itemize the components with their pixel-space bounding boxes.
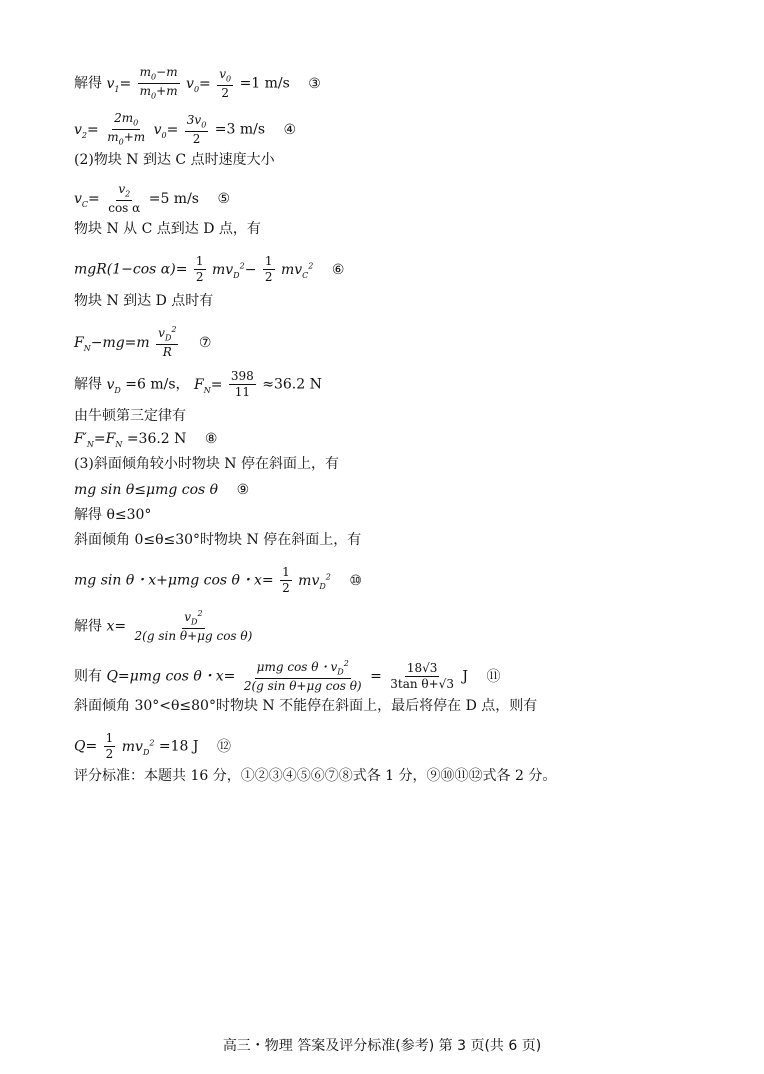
text-line: (3)斜面倾角较小时物块 N 停在斜面上，有 <box>74 456 339 472</box>
fraction: $\frac{v_0}{2}$ <box>219 66 232 100</box>
equation-fn-prime <box>74 432 217 449</box>
fraction: $\frac{v_2}{\text{cos α}}$ <box>108 182 141 216</box>
fraction: $\frac{398}{11}$ <box>230 369 254 400</box>
equation-mark: ⑨ <box>236 482 250 498</box>
formula-text: $v_0=$ <box>153 121 179 140</box>
formula-text: mg sin θ≤μmg cos θ <box>74 482 219 498</box>
value: =3 m/s <box>214 121 266 138</box>
text-line: (2)物块 N 到达 C 点时速度大小 <box>74 152 275 168</box>
equation-friction <box>74 483 249 497</box>
value: =1 m/s <box>239 75 290 92</box>
equation-energy <box>74 255 344 284</box>
formula-text: Q=μmg cos θ・x= <box>106 668 236 685</box>
equation-mark: ⑧ <box>204 431 218 447</box>
equation-v2 <box>74 112 296 147</box>
fraction: $\frac{1}{2}$ <box>264 254 273 285</box>
equation-v1 <box>74 66 321 101</box>
prefix: 解得 <box>74 376 102 393</box>
text-line: 由牛顿第三定律有 <box>74 408 186 424</box>
equation-mark: ⑪ <box>486 668 501 685</box>
grading-standard: 评分标准：本题共 16 分，①②③④⑤⑥⑦⑧式各 1 分，⑨⑩⑪⑫式各 2 分。 <box>74 768 557 784</box>
text-line: 解得 θ≤30° <box>74 507 152 523</box>
prefix: 解得 <box>74 75 102 92</box>
prefix: 则有 <box>74 668 102 685</box>
equation-heat <box>74 660 501 693</box>
fraction: $\frac{v_D^2}{R}$ <box>158 325 177 360</box>
formula-text: Q= <box>74 738 98 755</box>
formula-text: $v_D$ <box>106 376 121 395</box>
fraction: $\frac{1}{2}$ <box>105 731 114 762</box>
text-line: 物块 N 到达 D 点时有 <box>74 293 214 309</box>
equation-vc <box>74 183 230 215</box>
text-line: 斜面倾角 0≤θ≤30°时物块 N 停在斜面上，有 <box>74 532 362 548</box>
equation-mark: ⑩ <box>349 572 362 589</box>
equation-work <box>74 566 362 595</box>
formula-text: $mv_C^2$ <box>280 261 314 280</box>
equation-vd <box>74 370 322 399</box>
formula-text: mg sin θ・x+μmg cos θ・x= <box>74 572 274 589</box>
prefix: 解得 <box>74 618 102 635</box>
text-line: 斜面倾角 30°<θ≤80°时物块 N 不能停在斜面上，最后将停在 D 点，则有 <box>74 698 538 714</box>
fraction: $\frac{18√3}{\text{3tan θ+√3}}$ <box>390 661 454 692</box>
equation-mark: ⑥ <box>331 261 345 278</box>
value: =6 m/s， <box>125 376 190 393</box>
equation-x <box>74 610 256 643</box>
equation-mark: ③ <box>308 75 321 92</box>
formula-text: $F_N-mg=m$ <box>74 334 150 353</box>
fraction: $\frac{v_D^2}{\text{2(g sin θ+μg cos θ)}}$ <box>134 609 253 644</box>
formula-text: $F_N=$ <box>193 376 223 395</box>
unit: J <box>462 668 469 685</box>
formula-text: = <box>370 668 382 685</box>
formula-text: $v_1=$ <box>106 75 132 94</box>
formula-text: $mv_D^2$ <box>298 572 331 591</box>
fraction: $\frac{3v_0}{2}$ <box>186 112 207 146</box>
formula-text: x= <box>106 618 127 635</box>
value: =18 J <box>158 738 199 755</box>
value: =5 m/s <box>148 191 199 208</box>
value: ≈36.2 N <box>262 376 322 393</box>
formula-text: $v_0=$ <box>186 75 211 94</box>
formula-text: $v_2=$ <box>74 121 99 140</box>
formula-text: mgR(1−cos α)= <box>74 261 188 278</box>
formula-text: $mv_D^2$ <box>121 738 155 757</box>
formula-text: $v_C=$ <box>74 191 100 209</box>
equation-mark: ④ <box>283 121 297 138</box>
equation-mark: ⑤ <box>217 191 230 208</box>
fraction: $\frac{1}{2}$ <box>195 254 204 285</box>
formula-text: $mv_D^2-$ <box>211 261 257 280</box>
fraction: $\frac{2m_0}{m_0+m}$ <box>107 111 146 147</box>
text-line: 物块 N 从 C 点到达 D 点，有 <box>74 221 261 237</box>
equation-mark: ⑫ <box>216 738 231 755</box>
fraction: $\frac{\mu mg \cos \theta・v_D^2}{\text{2(g sin θ+μg cos θ)}}$ <box>243 659 362 694</box>
equation-force <box>74 326 211 359</box>
formula-text: $F'_N=F_N$ <box>74 431 123 449</box>
page-footer: 高三・物理 答案及评分标准(参考) 第 3 页(共 6 页) <box>222 1038 542 1054</box>
fraction: $\frac{m_0-m}{m_0+m}$ <box>139 65 178 101</box>
equation-q-final <box>74 732 231 761</box>
equation-mark: ⑦ <box>198 334 212 351</box>
value: =36.2 N <box>126 431 187 447</box>
fraction: $\frac{1}{2}$ <box>282 565 290 596</box>
